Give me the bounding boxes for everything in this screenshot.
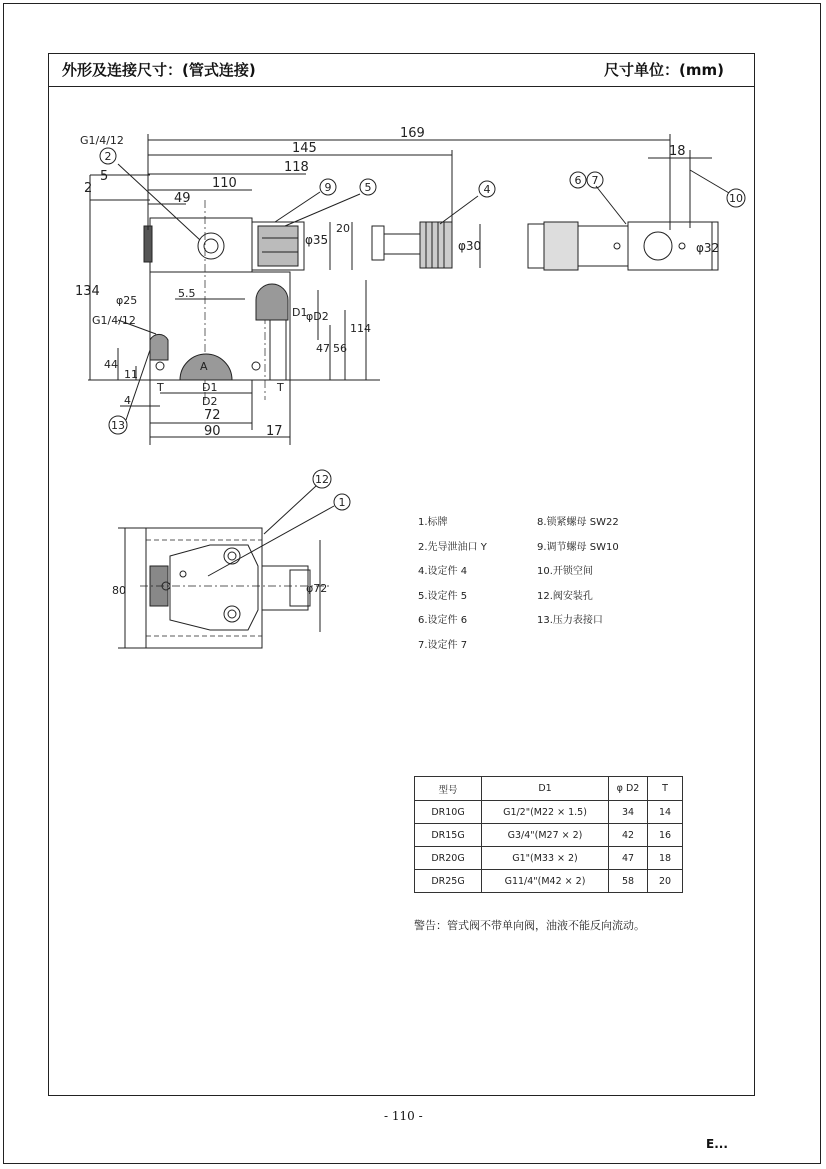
legend-item: 1.标牌 [418,517,448,528]
header-t: T [648,777,683,801]
legend-column-2 [537,516,619,639]
cell-model: DR10G [415,801,482,824]
legend-item: 12.阀安装孔 [537,590,593,602]
header-model: 型号 [415,777,482,801]
spec-table [414,776,683,893]
cell-d1: G1"(M33 × 2) [482,847,609,870]
dimension-unit: 尺寸单位：(mm) [604,61,724,79]
dim-17: 17 [266,424,283,439]
dim-90: 90 [204,424,221,439]
dim-d2-right: φD2 [306,310,329,323]
header-d2: φ D2 [609,777,648,801]
legend-item: 6.设定件 6 [418,615,468,627]
dim-47: 47 [316,342,330,355]
dim-145: 145 [292,141,317,156]
dim-134: 134 [75,284,100,299]
legend-item: 8.锁紧螺母 SW22 [537,517,619,528]
callout-10: 10 [729,192,743,205]
cell-d2: 34 [609,801,648,824]
warning-note: 警告：管式阀不带单向阀，油液不能反向流动。 [414,919,645,932]
legend-item: 13.压力表接口 [537,615,603,627]
cell-t: 18 [648,847,683,870]
cell-d1: G1/2"(M22 × 1.5) [482,801,609,824]
cell-d2: 58 [609,870,648,893]
table-row [415,870,683,893]
top-view [118,486,334,648]
callout-4: 4 [483,183,491,196]
dim-114: 114 [350,322,371,335]
legend-item: 4.设定件 4 [418,566,468,578]
dim-118: 118 [284,160,309,175]
table-row [415,824,683,847]
callout-13: 13 [111,419,125,432]
label-g1-4-b: G1/4/12 [92,314,136,327]
dim-d32: φ32 [696,241,720,255]
cell-d1: G3/4"(M27 × 2) [482,824,609,847]
dim-72: 72 [204,408,221,423]
dim-d1-bottom: D1 [202,381,218,394]
cell-model: DR25G [415,870,482,893]
dim-44: 44 [104,358,118,371]
cell-t: 16 [648,824,683,847]
legend-item: 10.开锁空间 [537,566,593,578]
dim-2: 2 [84,181,93,196]
page-title: 外形及连接尺寸：(管式连接) [62,61,256,79]
callout-7: 7 [591,174,599,187]
dim-d30: φ30 [458,239,482,253]
callout-2: 2 [104,150,112,163]
cell-t: 20 [648,870,683,893]
dim-169: 169 [400,126,425,141]
dim-t2: T [277,381,284,394]
legend-item: 7.设定件 7 [418,639,468,651]
legend-item: 5.设定件 5 [418,590,468,602]
legend-item: 2.先导泄油口 Y [418,541,487,553]
table-row [415,847,683,870]
cell-t: 14 [648,801,683,824]
dim-d25: φ25 [116,294,138,307]
dim-d35: φ35 [305,233,329,247]
dim-t1: T [157,381,164,394]
callout-6: 6 [574,174,582,187]
legend-column-1 [418,516,487,664]
dim-d1-right: D1 [292,306,308,319]
dim-80: 80 [112,584,126,597]
table-row [415,801,683,824]
dim-d72: φ72 [306,582,328,595]
cell-model: DR15G [415,824,482,847]
label-g1-4: G1/4/12 [80,134,124,147]
dim-56: 56 [333,342,347,355]
page-number: - 110 - [384,1109,423,1123]
callout-1: 1 [338,496,346,509]
callout-5: 5 [364,181,372,194]
cell-d1: G11/4"(M42 × 2) [482,870,609,893]
table-header-row [415,777,683,801]
legend-item: 9.调节螺母 SW10 [537,541,619,553]
dim-20: 20 [336,222,350,235]
dim-49: 49 [174,191,191,206]
dim-18: 18 [669,144,686,159]
header-d1: D1 [482,777,609,801]
dim-5-5: 5.5 [178,287,196,300]
dim-a: A [200,360,208,373]
corner-mark: E... [706,1137,728,1151]
cell-d2: 47 [609,847,648,870]
cell-model: DR20G [415,847,482,870]
dim-11: 11 [124,368,138,381]
cell-d2: 42 [609,824,648,847]
dim-4: 4 [124,394,131,407]
dim-110: 110 [212,176,237,191]
callout-12: 12 [315,473,329,486]
dim-5: 5 [100,169,109,184]
dim-d2-bottom: D2 [202,395,218,408]
callout-9: 9 [324,181,332,194]
